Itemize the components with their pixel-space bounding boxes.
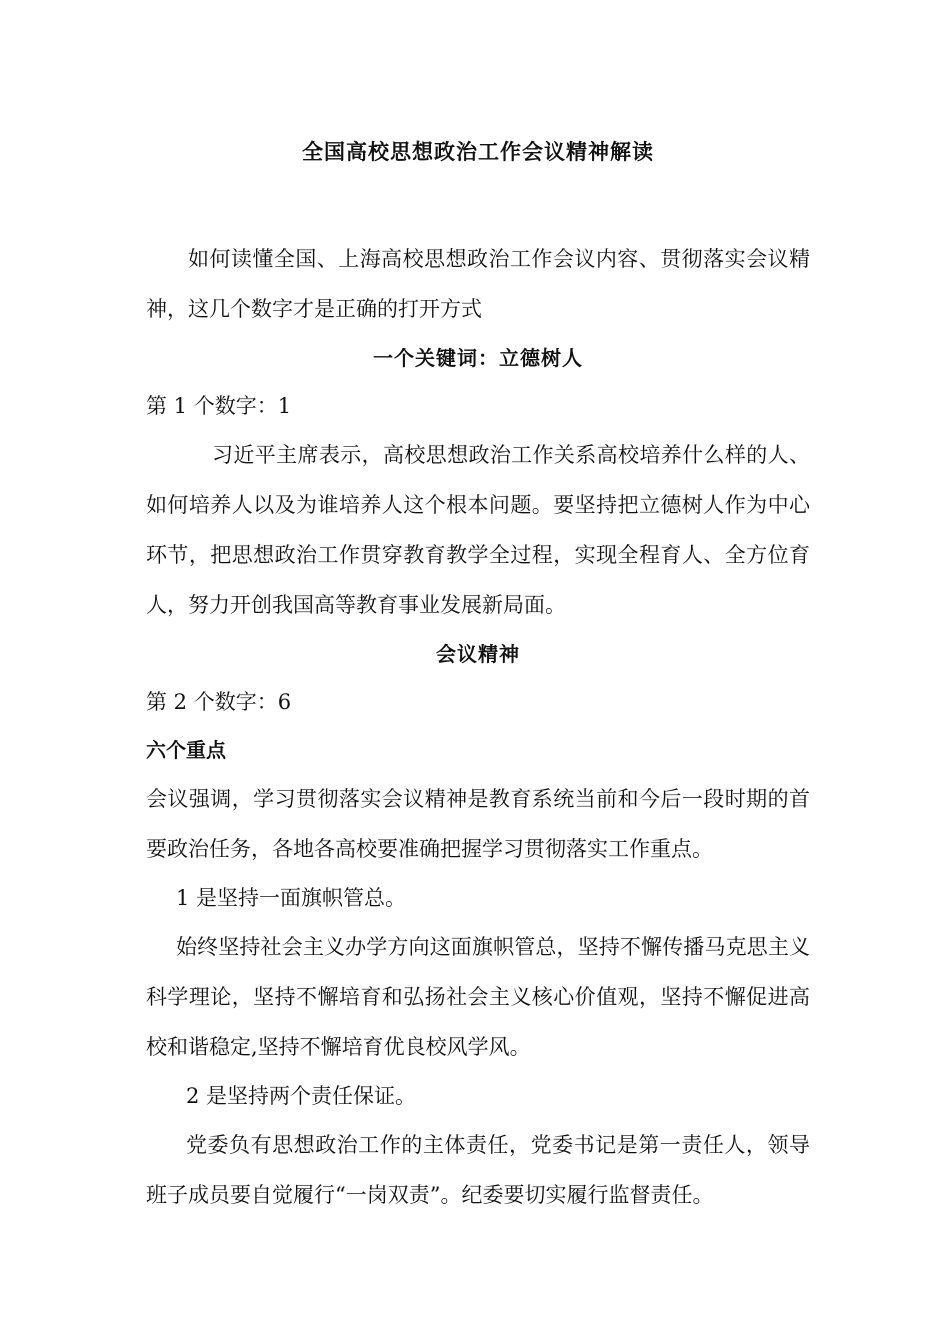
point-2-title: 2 是坚持两个责任保证。 xyxy=(186,1084,417,1108)
section-heading-keyword: 一个关键词：立德树人 xyxy=(373,346,583,370)
section-heading-meeting-spirit: 会议精神 xyxy=(436,642,520,666)
number-1-label: 第 1 个数字：1 xyxy=(146,394,292,418)
number-2-label: 第 2 个数字：6 xyxy=(146,690,292,714)
number-1-paragraph: 习近平主席表示，高校思想政治工作关系高校培养什么样的人、如何培养人以及为谁培养人这个根本问题。要坚持把立德树人作为中心环节，把思想政治工作贯穿教育教学全过程，实现全程育人、全方位育人，努力开创我国高等教育事业发展新局面。 xyxy=(146,443,810,617)
point-1-paragraph: 始终坚持社会主义办学方向这面旗帜管总，坚持不懈传播马克思主义科学理论，坚持不懈培育和弘扬社会主义核心价值观，坚持不懈促进高校和谐稳定,坚持不懈培育优良校风学风。 xyxy=(146,935,810,1059)
meeting-emphasis-paragraph: 会议强调，学习贯彻落实会议精神是教育系统当前和今后一段时期的首要政治任务，各地各高校要准确把握学习贯彻落实工作重点。 xyxy=(146,787,810,861)
document-body xyxy=(146,130,810,1220)
point-2-paragraph: 党委负有思想政治工作的主体责任，党委书记是第一责任人，领导班子成员要自觉履行“一岗双责”。纪委要切实履行监督责任。 xyxy=(146,1133,810,1207)
title-spacer xyxy=(146,174,810,234)
point-1-title: 1 是坚持一面旗帜管总。 xyxy=(176,886,407,910)
six-points-heading: 六个重点 xyxy=(146,738,226,762)
intro-paragraph: 如何读懂全国、上海高校思想政治工作会议内容、贯彻落实会议精神，这几个数字才是正确的打开方式 xyxy=(146,247,810,321)
document-title: 全国高校思想政治工作会议精神解读 xyxy=(302,140,654,164)
